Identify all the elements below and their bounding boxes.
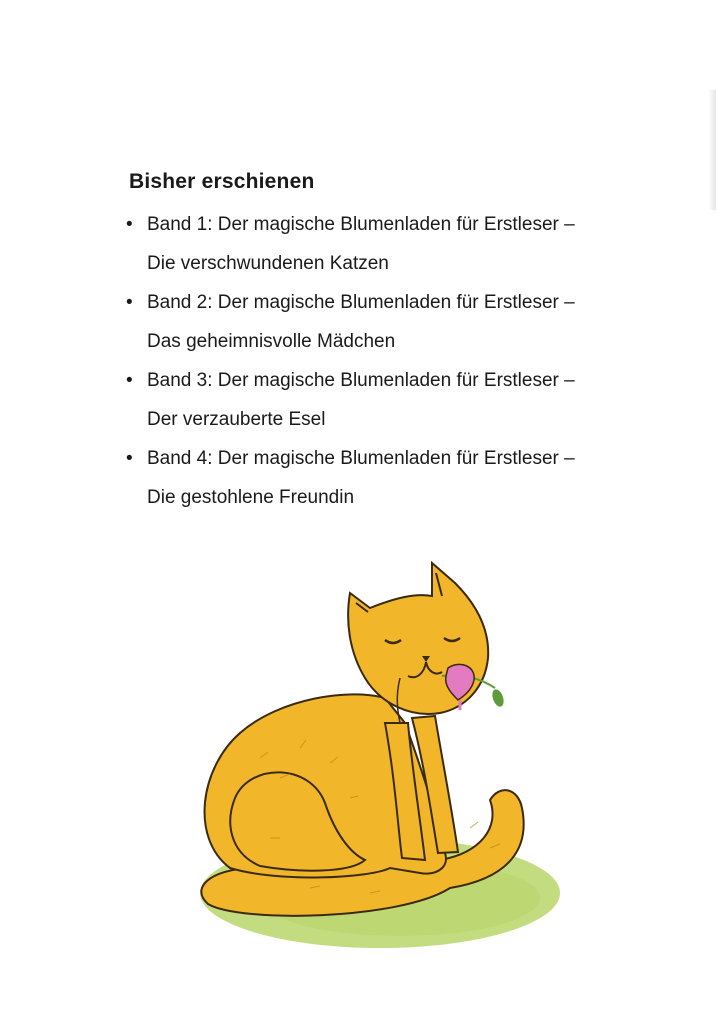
bullet: • xyxy=(126,292,133,313)
book-subtitle: Die gestohlene Freundin xyxy=(147,487,355,508)
bullet: • xyxy=(126,214,133,235)
list-item xyxy=(126,205,646,283)
bullet: • xyxy=(126,370,133,391)
list-item xyxy=(126,361,646,439)
cat-illustration xyxy=(150,548,570,958)
book-subtitle: Der verzauberte Esel xyxy=(147,409,326,430)
flower-leaf xyxy=(490,688,506,708)
list-item xyxy=(126,439,646,517)
book-title-line: Band 1: Der magische Blumenladen für Erstleser – xyxy=(147,214,575,235)
section-heading: Bisher erschienen xyxy=(129,170,315,193)
book-title-line: Band 4: Der magische Blumenladen für Erstleser – xyxy=(147,448,575,469)
page-edge-shadow xyxy=(708,90,716,210)
book-subtitle: Das geheimnisvolle Mädchen xyxy=(147,331,396,352)
list-item xyxy=(126,283,646,361)
book-title-line: Band 2: Der magische Blumenladen für Erstleser – xyxy=(147,292,575,313)
bullet: • xyxy=(126,448,133,469)
book-subtitle: Die verschwundenen Katzen xyxy=(147,253,389,274)
book-title-line: Band 3: Der magische Blumenladen für Erstleser – xyxy=(147,370,575,391)
book-list xyxy=(126,205,646,517)
